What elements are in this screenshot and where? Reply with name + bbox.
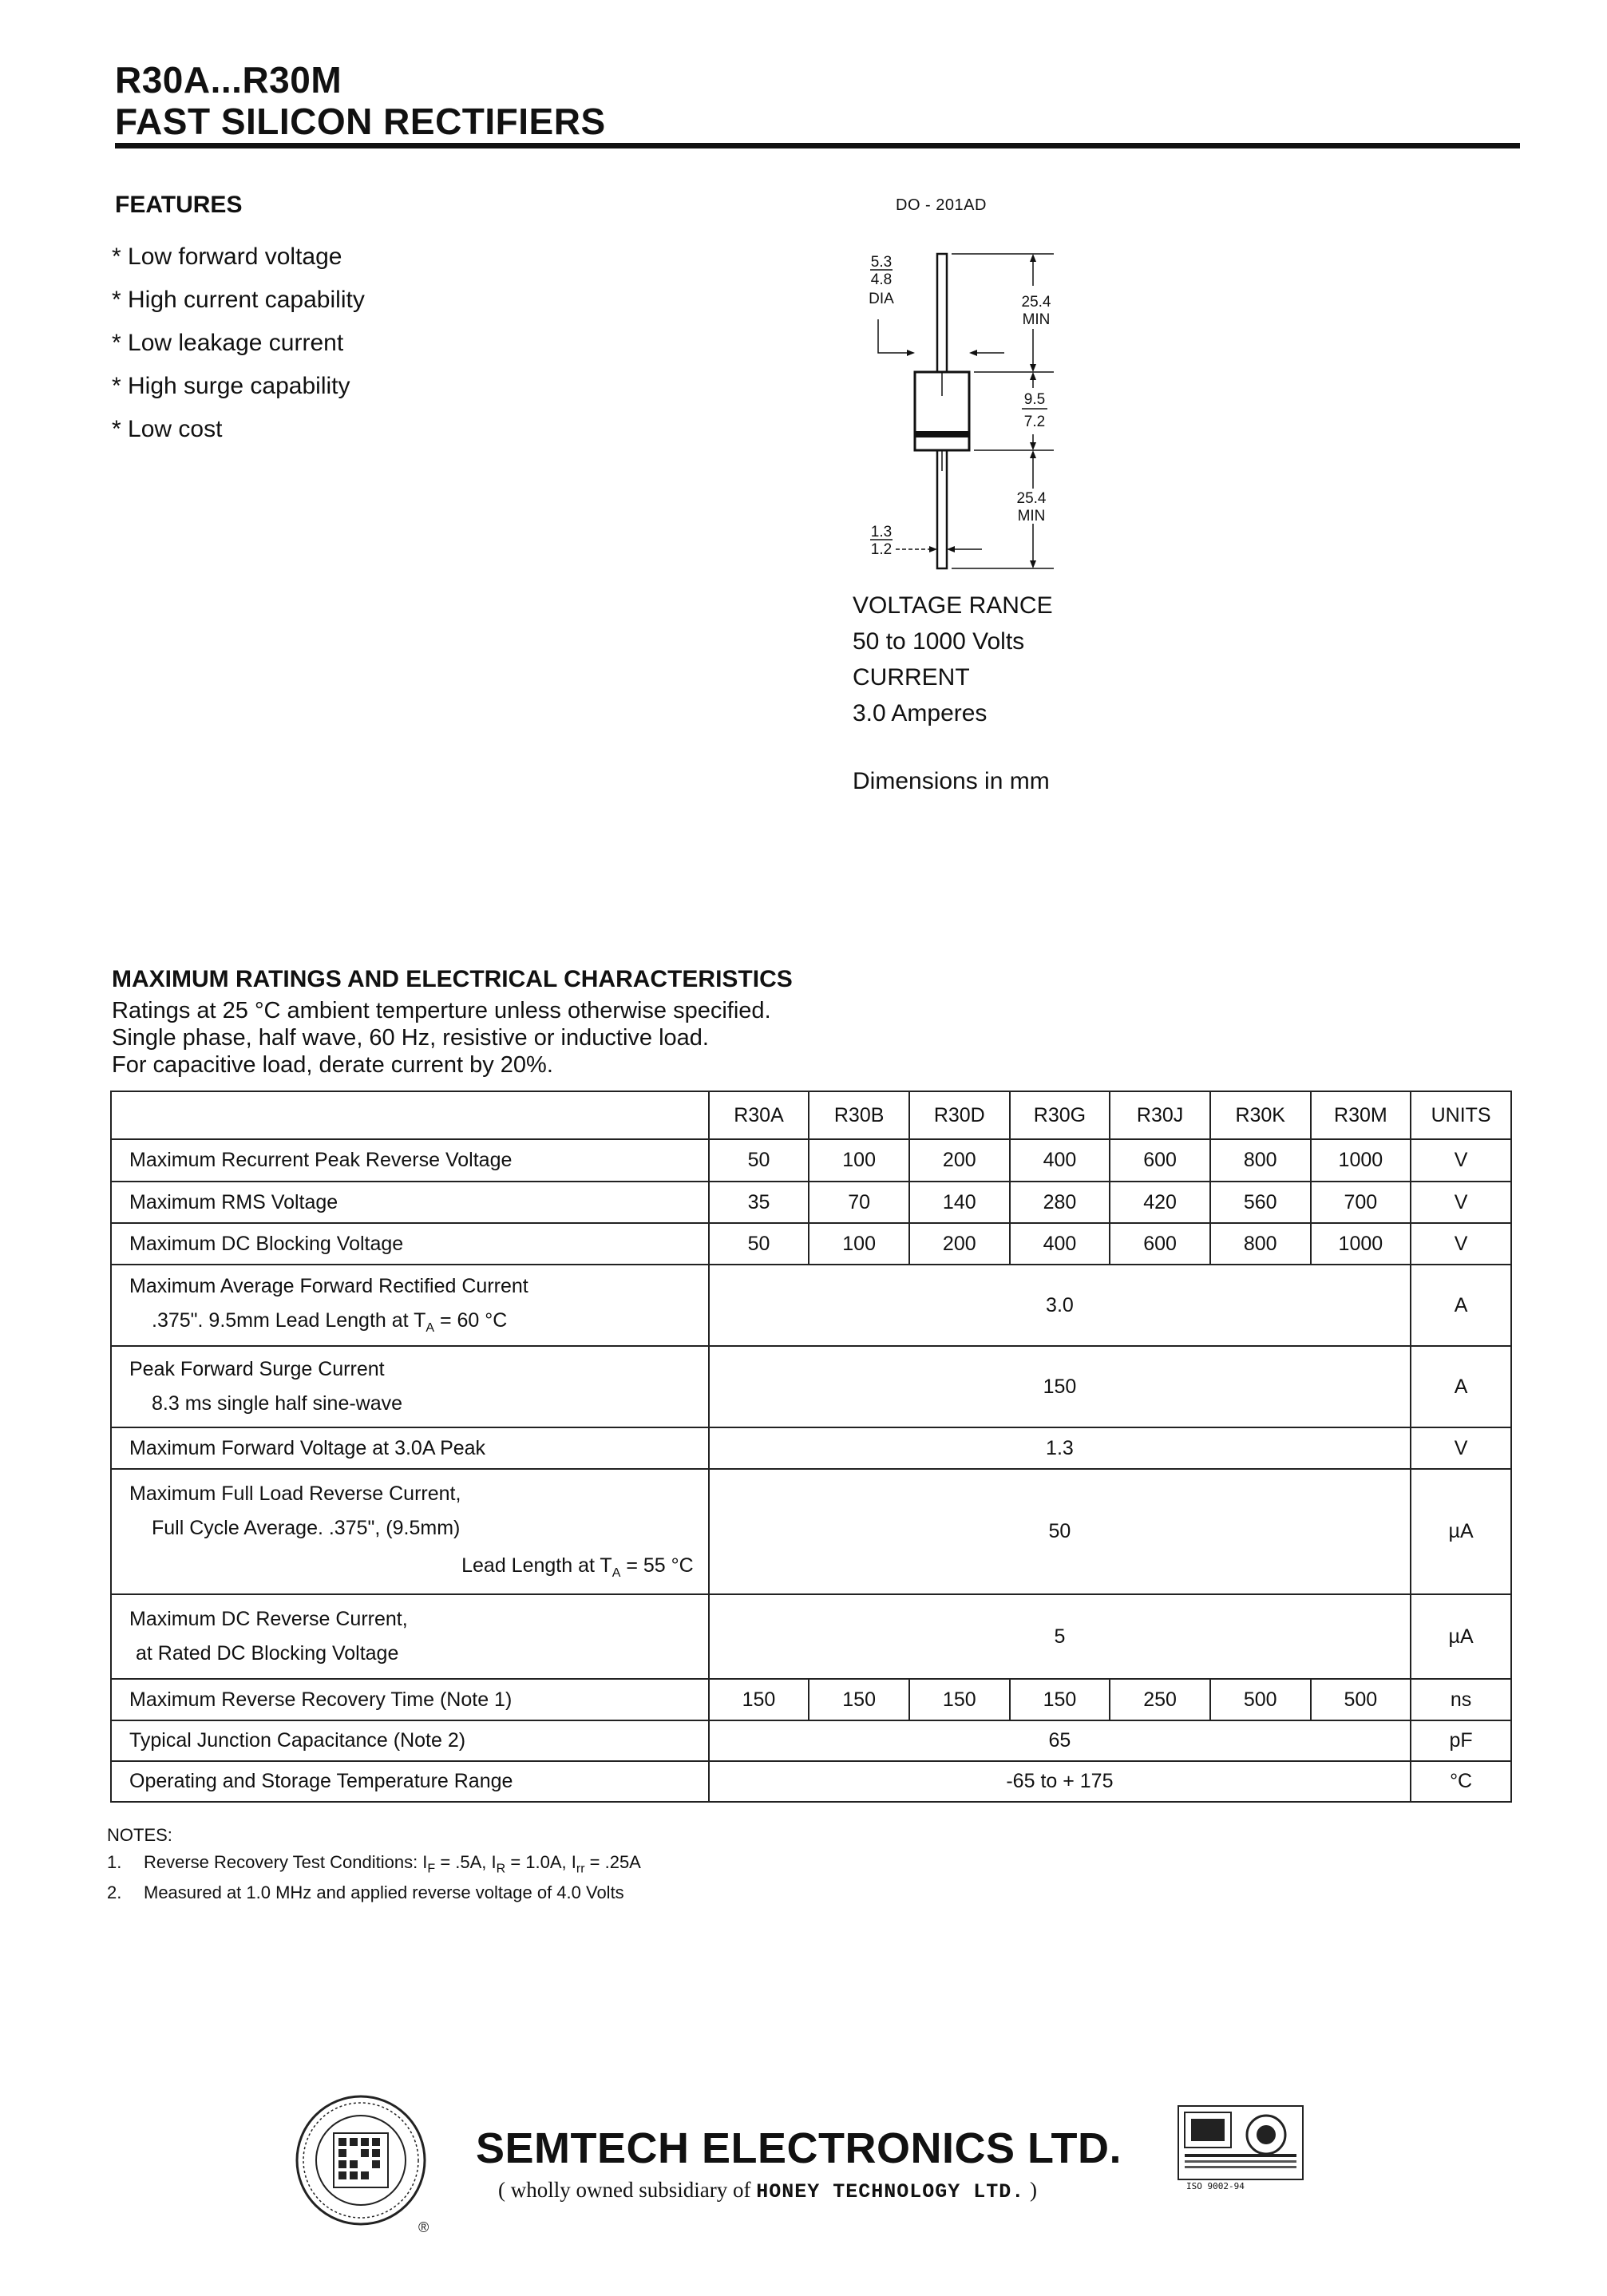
label-subscript: A — [612, 1566, 621, 1580]
row-label-line — [129, 1392, 708, 1415]
row-label — [111, 1265, 709, 1346]
package-name: DO - 201AD — [896, 196, 987, 214]
top-lead-min-label: MIN — [1022, 311, 1051, 328]
row-label: Maximum Forward Voltage at 3.0A Peak — [111, 1427, 709, 1469]
table-row — [111, 1223, 1511, 1265]
table-row — [111, 1469, 1511, 1594]
cell-value: 280 — [1010, 1182, 1110, 1223]
ratings-note: Ratings at 25 °C ambient temperture unless otherwise specified. — [112, 998, 771, 1023]
label-text: Lead Length at T — [461, 1554, 612, 1577]
lead-dia-min: 1.2 — [870, 541, 893, 558]
feature-item: * Low cost — [112, 416, 223, 442]
table-row — [111, 1594, 1511, 1679]
title-part-range: R30A...R30M — [115, 59, 342, 101]
bottom-lead-length-value: 25.4 — [1016, 490, 1047, 507]
row-label — [111, 1469, 709, 1594]
company-name: SEMTECH ELECTRONICS LTD. — [476, 2124, 1122, 2172]
label-text: 8.3 ms single half sine-wave — [152, 1392, 403, 1415]
row-label-line: Maximum Average Forward Rectified Current — [129, 1275, 528, 1297]
package-specs — [853, 588, 1053, 731]
subsidiary-text: ( wholly owned subsidiary of — [498, 2178, 757, 2202]
row-label: Maximum Recurrent Peak Reverse Voltage — [111, 1139, 709, 1182]
cell-value: 70 — [809, 1182, 909, 1223]
table-row — [111, 1427, 1511, 1469]
cell-value: 150 — [709, 1346, 1411, 1427]
table-header-row — [111, 1091, 1511, 1139]
cell-value: 800 — [1210, 1223, 1311, 1265]
row-label — [111, 1346, 709, 1427]
cell-value: 50 — [709, 1223, 809, 1265]
cell-value: 100 — [809, 1139, 909, 1182]
note-text: Reverse Recovery Test Conditions: I — [144, 1852, 428, 1872]
note-subscript: R — [496, 1862, 506, 1876]
table-row — [111, 1182, 1511, 1223]
cell-value: 420 — [1110, 1182, 1210, 1223]
body-length-max: 9.5 — [1023, 391, 1046, 408]
row-label: Maximum Reverse Recovery Time (Note 1) — [111, 1679, 709, 1720]
header-part: R30M — [1311, 1091, 1411, 1139]
header-part: R30B — [809, 1091, 909, 1139]
header-parameter — [111, 1091, 709, 1139]
features-list — [112, 239, 365, 455]
voltage-range-label: VOLTAGE RANCE — [853, 592, 1053, 619]
row-label — [111, 1594, 709, 1679]
note-item — [107, 1882, 624, 1903]
table-row — [111, 1720, 1511, 1761]
cell-unit: V — [1411, 1427, 1511, 1469]
parent-company: HONEY TECHNOLOGY LTD. — [756, 2180, 1025, 2203]
cell-value: 200 — [909, 1139, 1010, 1182]
row-label-line — [129, 1554, 708, 1581]
row-label-line — [129, 1642, 708, 1665]
body-length-min: 7.2 — [1023, 414, 1046, 430]
cell-value: 800 — [1210, 1139, 1311, 1182]
body-dia-label: DIA — [869, 291, 894, 307]
cell-unit: pF — [1411, 1720, 1511, 1761]
cell-unit: °C — [1411, 1761, 1511, 1802]
cell-value: 400 — [1010, 1139, 1110, 1182]
cell-value: 500 — [1311, 1679, 1411, 1720]
cell-value: 200 — [909, 1223, 1010, 1265]
cell-value: 5 — [709, 1594, 1411, 1679]
header-units: UNITS — [1411, 1091, 1511, 1139]
ratings-table — [110, 1091, 1512, 1803]
cathode-band — [915, 431, 969, 437]
header-part: R30A — [709, 1091, 809, 1139]
subsidiary-line — [498, 2178, 1037, 2203]
cell-value: 3.0 — [709, 1265, 1411, 1346]
note-text: Measured at 1.0 MHz and applied reverse voltage of 4.0 Volts — [144, 1882, 624, 1902]
header-part: R30D — [909, 1091, 1010, 1139]
row-label-line — [129, 1309, 708, 1336]
cell-unit: V — [1411, 1223, 1511, 1265]
table-row — [111, 1265, 1511, 1346]
feature-item: * High current capability — [112, 287, 365, 313]
note-text: = 1.0A, I — [505, 1852, 576, 1872]
note-subscript: F — [427, 1862, 436, 1876]
label-text: at Rated DC Blocking Voltage — [136, 1642, 399, 1665]
cell-value: 150 — [809, 1679, 909, 1720]
table-row — [111, 1139, 1511, 1182]
note-number: 2. — [107, 1882, 122, 1902]
current-label: CURRENT — [853, 664, 970, 691]
row-label-line — [129, 1517, 708, 1540]
title-underline — [115, 143, 1520, 148]
cell-value: -65 to + 175 — [709, 1761, 1411, 1802]
bottom-lead-min-label: MIN — [1017, 508, 1046, 525]
body-dia-max: 5.3 — [870, 254, 893, 271]
ratings-note: For capacitive load, derate current by 20%. — [112, 1052, 553, 1078]
cell-value: 140 — [909, 1182, 1010, 1223]
note-subscript: rr — [576, 1862, 585, 1876]
registered-mark: ® — [418, 2219, 429, 2235]
header-part: R30J — [1110, 1091, 1210, 1139]
title-product-type: FAST SILICON RECTIFIERS — [115, 101, 606, 142]
table-row — [111, 1346, 1511, 1427]
table-row — [111, 1761, 1511, 1802]
cell-value: 50 — [709, 1139, 809, 1182]
cell-value: 150 — [709, 1679, 809, 1720]
cell-value: 500 — [1210, 1679, 1311, 1720]
cell-value: 250 — [1110, 1679, 1210, 1720]
cell-value: 1000 — [1311, 1223, 1411, 1265]
header-part: R30G — [1010, 1091, 1110, 1139]
table-row — [111, 1679, 1511, 1720]
cell-value: 150 — [909, 1679, 1010, 1720]
row-label: Operating and Storage Temperature Range — [111, 1761, 709, 1802]
feature-item: * Low forward voltage — [112, 243, 342, 270]
top-lead-length-value: 25.4 — [1021, 294, 1051, 311]
package-outline-diagram — [854, 239, 1094, 575]
notes-heading: NOTES: — [107, 1825, 172, 1845]
feature-item: * Low leakage current — [112, 330, 344, 356]
cell-value: 600 — [1110, 1139, 1210, 1182]
cell-value: 150 — [1010, 1679, 1110, 1720]
cell-unit: A — [1411, 1265, 1511, 1346]
note-text: = .5A, I — [435, 1852, 497, 1872]
ratings-heading: MAXIMUM RATINGS AND ELECTRICAL CHARACTERISTICS — [112, 966, 793, 992]
cell-value: 35 — [709, 1182, 809, 1223]
cell-unit: A — [1411, 1346, 1511, 1427]
cell-value: 1000 — [1311, 1139, 1411, 1182]
header-part: R30K — [1210, 1091, 1311, 1139]
cell-value: 560 — [1210, 1182, 1311, 1223]
cell-value: 100 — [809, 1223, 909, 1265]
lead-dia-max: 1.3 — [870, 524, 893, 540]
iso-certification-logo — [1177, 2104, 1304, 2192]
label-subscript: A — [425, 1321, 435, 1335]
note-text: = .25A — [584, 1852, 641, 1872]
cell-unit: V — [1411, 1139, 1511, 1182]
cell-value: 65 — [709, 1720, 1411, 1761]
cell-value: 1.3 — [709, 1427, 1411, 1469]
label-text: = 55 °C — [620, 1554, 694, 1577]
cell-value: 400 — [1010, 1223, 1110, 1265]
iso-standard-text: ISO 9002-94 — [1186, 2181, 1245, 2191]
row-label: Maximum RMS Voltage — [111, 1182, 709, 1223]
row-label: Typical Junction Capacitance (Note 2) — [111, 1720, 709, 1761]
row-label-line: Peak Forward Surge Current — [129, 1358, 385, 1380]
dimensions-note: Dimensions in mm — [853, 768, 1050, 794]
note-number: 1. — [107, 1852, 122, 1872]
feature-item: * High surge capability — [112, 373, 350, 399]
ratings-note: Single phase, half wave, 60 Hz, resistive or inductive load. — [112, 1025, 709, 1051]
current-value: 3.0 Amperes — [853, 700, 988, 726]
cell-unit: µA — [1411, 1469, 1511, 1594]
cell-unit: V — [1411, 1182, 1511, 1223]
label-text: .375". 9.5mm Lead Length at T — [152, 1309, 426, 1332]
label-text: = 60 °C — [434, 1309, 508, 1332]
label-text: Full Cycle Average. .375", (9.5mm) — [152, 1517, 461, 1539]
cell-unit: ns — [1411, 1679, 1511, 1720]
top-lead — [937, 254, 947, 372]
row-label-line: Maximum DC Reverse Current, — [129, 1608, 408, 1630]
body-dia-min: 4.8 — [870, 271, 893, 288]
cell-value: 50 — [709, 1469, 1411, 1594]
cell-unit: µA — [1411, 1594, 1511, 1679]
row-label-line: Maximum Full Load Reverse Current, — [129, 1483, 461, 1505]
cell-value: 700 — [1311, 1182, 1411, 1223]
cell-value: 600 — [1110, 1223, 1210, 1265]
subsidiary-text: ) — [1024, 2178, 1038, 2202]
voltage-range-value: 50 to 1000 Volts — [853, 628, 1025, 655]
note-item — [107, 1852, 641, 1876]
features-heading: FEATURES — [115, 192, 243, 218]
company-seal-logo — [294, 2092, 437, 2235]
row-label: Maximum DC Blocking Voltage — [111, 1223, 709, 1265]
